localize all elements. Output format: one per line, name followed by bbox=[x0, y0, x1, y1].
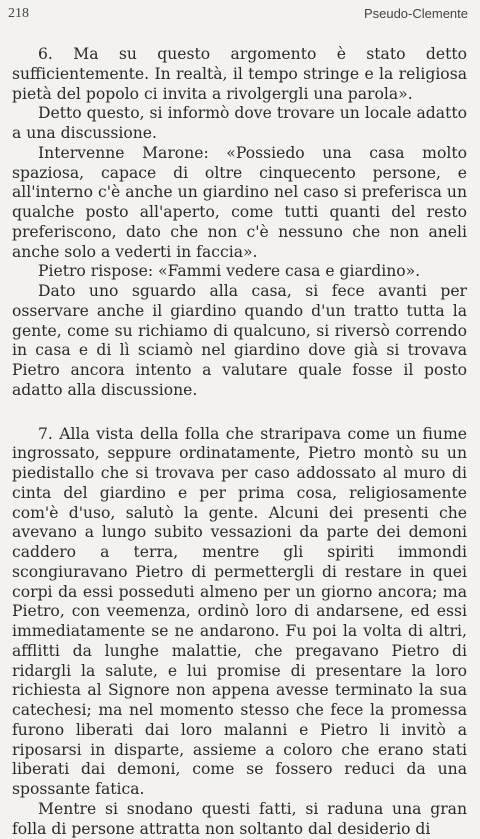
paragraph: 7. Alla vista della folla che straripava come un fiume ingrossato, seppure ordinatamente, Pietro montò su un piedistallo che si trovava per caso addossato al muro di cinta del giardino e per prima cosa, religiosamente com'è d'uso, salutò la gente. Alcuni dei presenti che avevano a lungo subito vessazioni da parte dei demoni caddero a terra, mentre gli spiriti immondi scongiuravano Pietro di permettergli di restare in quei corpi da essi posseduti almeno per un giorno ancora; ma Pietro, con veemenza, ordinò loro di andarsene, ed essi immediatamente se ne andarono. Fu poi la volta di altri, afflitti da lunghe malattie, che pregavano Pietro di ridargli la salute, e lui promise di presentare la loro richiesta al Signore non appena avesse terminato la sua catechesi; ma nel momento stesso che fece la promessa furono liberati dai loro malanni e Pietro li invitò a riposarsi in disparte, assieme a coloro che erano stati liberati dai demoni, come se fossero reduci da una spossante fatica. bbox=[12, 424, 467, 798]
body-text bbox=[12, 45, 467, 839]
paragraph: 6. Ma su questo argomento è stato detto sufficientemente. In realtà, il tempo stringe e la religiosa pietà del popolo ci invita a rivolgergli una parola». bbox=[12, 45, 467, 103]
paragraph: Mentre si snodano questi fatti, si raduna una gran folla di persone attratta non soltanto dal desiderio di bbox=[12, 799, 467, 838]
paragraph: Dato uno sguardo alla casa, si fece avanti per osservare anche il giardino quando d'un tratto tutta la gente, come su richiamo di qualcuno, si riversò correndo in casa e di lì sciamò nel giardino dove già si trovava Pietro ancora intento a valutare quale fosse il posto adatto alla discussione. bbox=[12, 282, 467, 399]
paragraph: Detto questo, si informò dove trovare un locale adatto a una discussione. bbox=[12, 104, 467, 142]
page-number: 218 bbox=[8, 6, 29, 21]
running-head: Pseudo-Clemente bbox=[363, 6, 468, 21]
page-header bbox=[8, 6, 468, 26]
paragraph: Intervenne Marone: «Possiedo una casa molto spaziosa, capace di oltre cinquecento persone, e all'interno c'è anche un giardino nel caso si preferisca un qualche posto all'aperto, come tutti quanti del resto preferiscono, dato che non c'è nessuno che non aneli anche solo a vederti in faccia». bbox=[12, 143, 467, 261]
paragraph: Pietro rispose: «Fammi vedere casa e giardino». bbox=[38, 262, 421, 281]
section-break bbox=[12, 401, 467, 425]
